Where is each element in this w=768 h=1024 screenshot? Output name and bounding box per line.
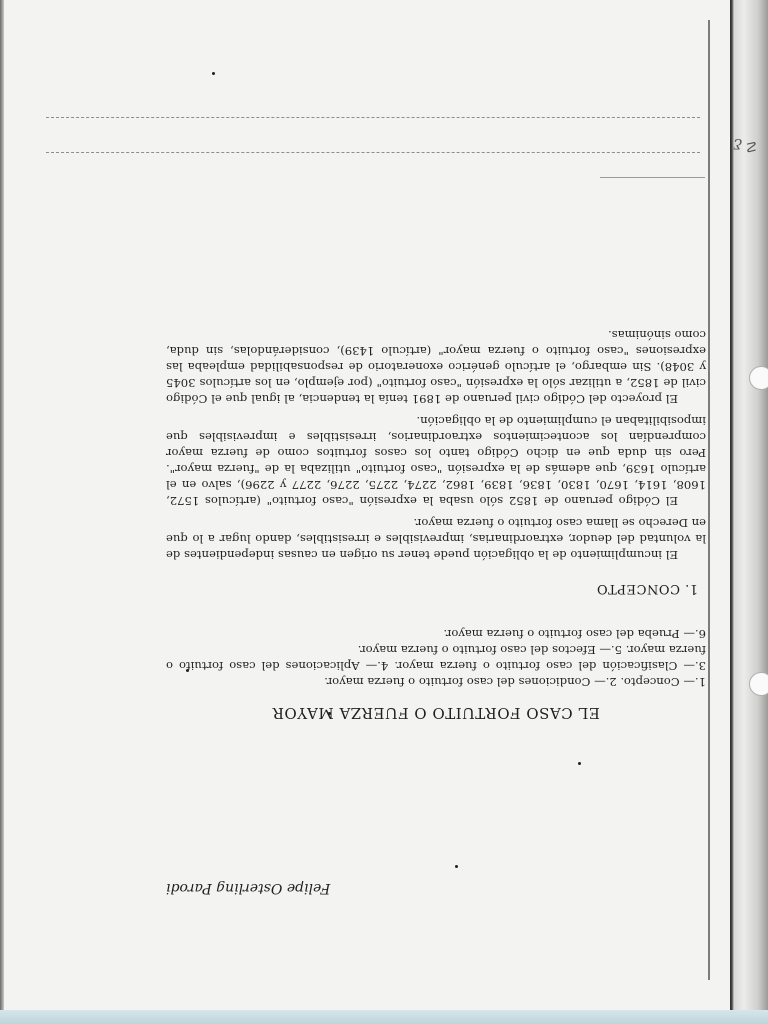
summary-line: 3.— Clasificación del caso fortuito o fuerza mayor. 4.— Aplicaciones del caso fortuito o fuerza mayor. 5.— Efectos del caso fortuito o fuerza mayor. <box>166 643 706 673</box>
paragraph: El Código peruano de 1852 sólo usaba la expresión "caso fortuito" (artículos 1572, 1608, 1614, 1670, 1830, 1836, 1839, 1862, 2274, 2275, 2276, 2277 y 2296), salvo en el artículo 1639, que además de la expresión "caso fortuito" utilizaba la de "fuerza mayor". Pero sin duda que en dicho Código tanto los casos fortuitos como de fuerza mayor comprendían los acontecimientos extraordinarios, irresistibles e imprevisibles que imposibilitaban el cumplimiento de la obligación. <box>166 414 706 508</box>
author-running-head <box>166 880 706 896</box>
paragraph: El proyecto del Código civil peruano de 1891 tenía la tendencia, al igual que el Código civil de 1852, a utilizar sólo la expresión "caso fortuito" (por ejemplo, en los artículos 3045 y 3048). Sin embargo, el artículo genérico exoneratorio de responsabilidad empleaba las expresiones "caso fortuito o fuerza mayor" (artículo 1439), considerándolas, sin duda, como sinónimas. <box>166 328 706 406</box>
margin-handwriting: ☡ ƹ <box>734 138 759 154</box>
chapter-title: EL CASO FORTUITO O FUERZA MAYOR <box>272 704 600 722</box>
summary-line: 1.— Concepto. 2.— Condiciones del caso fortuito o fuerza mayor. <box>324 675 706 689</box>
body-text <box>166 327 706 563</box>
summary-line: 6.— Prueba del caso fortuito o fuerza mayor. <box>443 627 706 641</box>
chapter-summary <box>166 626 706 690</box>
document-content <box>166 321 706 896</box>
author-name: Felipe Osterling Parodi <box>166 880 331 896</box>
paragraph: El incumplimiento de la obligación puede tener su origen en causas independientes de la voluntad del deudor, extraordinarias, imprevisibles e irresistibles, dando lugar a lo que en Derecho se llama caso fortuito o fuerza mayor. <box>166 516 706 562</box>
section-heading: 1. CONCEPTO <box>596 581 698 596</box>
